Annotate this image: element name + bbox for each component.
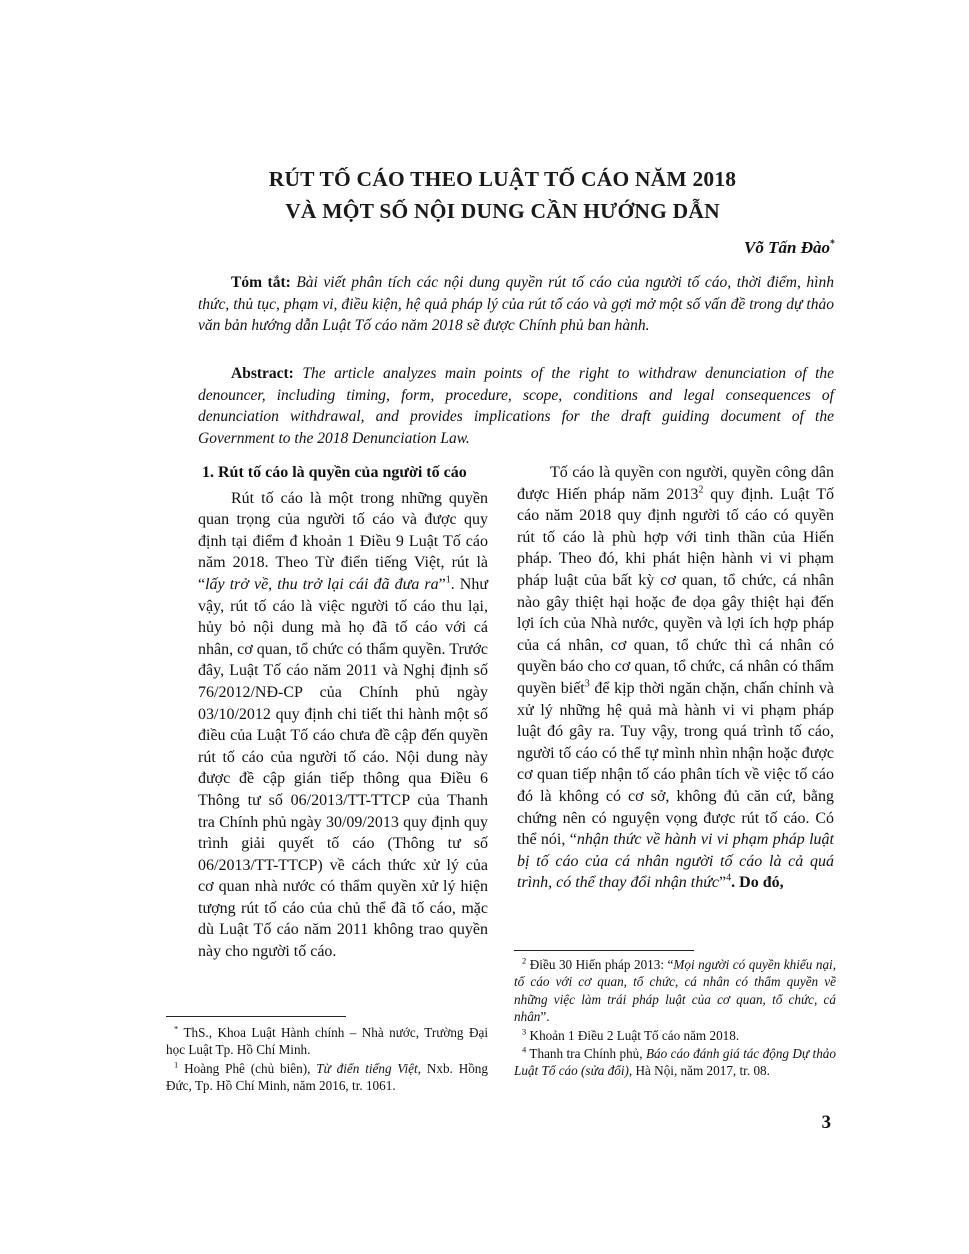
article-title (180, 163, 825, 227)
left-paragraph (198, 488, 488, 963)
page-number: 3 (821, 1112, 831, 1133)
footnote-4-a: Thanh tra Chính phủ, (526, 1046, 646, 1062)
author-name-text: Võ Tấn Đào (744, 238, 830, 257)
footnote-3 (514, 1027, 836, 1044)
right-p1-d: . Do đó, (731, 874, 784, 892)
footnote-star-mark: * (174, 1023, 179, 1034)
footnote-2-b: ”. (540, 1009, 550, 1025)
footnote-1-mark: 1 (174, 1059, 179, 1070)
abstract-vietnamese (198, 272, 834, 337)
right-column (517, 462, 834, 894)
right-p1-quote-end: ” (719, 874, 727, 892)
footnote-4-italic: Báo cáo đánh giá tác động Dự thảo Luật Tố cáo (sửa đổi) (514, 1046, 836, 1079)
left-p1-a: Rút tố cáo là một trong những quyền quan trọng của người tố cáo và được quy định tại điểm đ khoản 1 Điều 9 Luật Tố cáo năm 2018. Theo Từ điển tiếng Việt, rút là “ (198, 489, 488, 593)
title-line-1: RÚT TỐ CÁO THEO LUẬT TỐ CÁO NĂM 2018 (268, 167, 737, 191)
footnote-4-mark: 4 (522, 1044, 527, 1055)
abstract-english (198, 363, 834, 449)
author-footnote-mark: * (830, 238, 835, 250)
footnotes-left (166, 1024, 488, 1096)
footnote-ref-4[interactable]: 4 (726, 872, 732, 884)
right-p1-quote: nhận thức về hành vi vi phạm pháp luật bị tố cáo của cá nhân người tố cáo là cả quá trình, có thể thay đổi nhận thức (517, 831, 835, 892)
footnote-1-a: Hoàng Phê (chủ biên), (178, 1060, 317, 1076)
footnote-2-mark: 2 (522, 955, 527, 966)
right-paragraph (517, 462, 834, 894)
right-p1-c: để kịp thời ngăn chặn, chấn chỉnh và xử lý những hệ quả mà hành vi vi phạm pháp luật đó gây ra. Tuy vậy, trong quá trình tố cáo, người tố cáo có thể tự mình nhìn nhận hoặc được cơ quan tiếp nhận tố cáo phân tích về việc tố cáo đó là không có cơ sở, không đủ căn cứ, bằng chứng nên có nguyện vọng được rút tố cáo. Có thể nói, “ (517, 679, 834, 849)
footnote-ref-3[interactable]: 3 (584, 678, 590, 690)
right-p1-a: Tố cáo là quyền con người, quyền công dân được Hiến pháp năm 2013 (517, 464, 834, 503)
footnotes-right (514, 956, 836, 1081)
footnote-ref-2[interactable]: 2 (698, 484, 704, 496)
footnote-1-b: , Nxb. Hồng Đức, Tp. Hồ Chí Minh, năm 2016, tr. 1061. (166, 1060, 488, 1094)
footnote-3-text: Khoản 1 Điều 2 Luật Tố cáo năm 2018. (526, 1027, 740, 1043)
right-p1-b: quy định. Luật Tố cáo năm 2018 quy định người tố cáo có quyền rút tố cáo là phù hợp với tinh thần của Hiến pháp. Theo đó, khi phát hiện hành vi vi phạm pháp luật của bất kỳ cơ quan, tổ chức, cá nhân nào gây thiệt hại hoặc đe dọa gây thiệt hại đến lợi ích của Nhà nước, quyền và lợi ích hợp pháp của cá nhân, cơ quan, tổ chức thì cá nhân có quyền báo cho cơ quan, tổ chức, cá nhân có thẩm quyền biết (517, 485, 835, 697)
footnote-4 (514, 1045, 836, 1080)
footnote-2-italic: Mọi người có quyền khiếu nại, tố cáo với cơ quan, tổ chức, cá nhân có thẩm quyền về những việc làm trái pháp luật của cơ quan, tổ chức, cá nhân (514, 957, 837, 1025)
left-p1-quote: lấy trở về, thu trở lại cái đã đưa ra (205, 575, 439, 593)
footnote-divider-right (514, 950, 694, 951)
footnote-3-mark: 3 (522, 1026, 527, 1037)
abstract-en-text: The article analyzes main points of the right to withdraw denunciation of the denouncer, including timing, form, procedure, scope, conditions and legal consequences of denunciation withdrawal, and provides implications for the draft guiding document of the Government to the 2018 Denunciation Law. (198, 365, 835, 447)
section-heading: 1. Rút tố cáo là quyền của người tố cáo (202, 464, 467, 481)
left-p1-b: . Như vậy, rút tố cáo là việc người tố cáo thu lại, hủy bỏ nội dung mà họ đã tố cáo với cá nhân, cơ quan, tổ chức có thẩm quyền. Trước đây, Luật Tố cáo năm 2011 và Nghị định số 76/2012/NĐ-CP của Chính phủ ngày 03/10/2012 quy định chi tiết thi hành một số điều của Luật Tố cáo chưa đề cập đến quyền rút tố cáo của người tố cáo. Nội dung này được đề cập gián tiếp thông qua Điều 6 Thông tư số 06/2013/TT-TTCP của Thanh tra Chính phủ ngày 30/09/2013 quy định quy trình giải quyết tố cáo (Thông tư số 06/2013/TT-TTCP) về cách thức xử lý của cơ quan nhà nước có thẩm quyền xử lý hiện tượng rút tố cáo của chủ thể đã tố cáo, mặc dù Luật Tố cáo năm 2011 không trao quyền này cho người tố cáo. (198, 575, 488, 961)
footnote-divider-left (166, 1016, 346, 1017)
left-column (198, 462, 488, 963)
footnote-2-a: Điều 30 Hiến pháp 2013: “ (526, 957, 674, 972)
abstract-en-label: Abstract: (231, 365, 294, 382)
footnote-ref-1[interactable]: 1 (445, 574, 451, 586)
footnote-author (166, 1024, 488, 1059)
abstract-vi-text: Bài viết phân tích các nội dung quyền rút tố cáo của người tố cáo, thời điểm, hình thức, thủ tục, phạm vi, điều kiện, hệ quả pháp lý của rút tố cáo và gợi mở một số vấn đề trong dự thảo văn bản hướng dẫn Luật Tố cáo năm 2018 sẽ được Chính phủ ban hành. (198, 274, 834, 335)
footnote-star-text: ThS., Khoa Luật Hành chính – Nhà nước, Trường Đại học Luật Tp. Hồ Chí Minh. (166, 1025, 488, 1058)
footnote-1-italic: Từ điển tiếng Việt (316, 1060, 418, 1076)
footnote-4-b: , Hà Nội, năm 2017, tr. 08. (628, 1063, 770, 1079)
author-name (744, 238, 835, 258)
footnote-2 (514, 956, 836, 1026)
abstract-vi-label: Tóm tắt: (231, 274, 291, 291)
footnote-1 (166, 1060, 488, 1095)
left-p1-quote-end: ” (438, 575, 446, 593)
title-line-2: VÀ MỘT SỐ NỘI DUNG CẦN HƯỚNG DẪN (285, 199, 720, 223)
